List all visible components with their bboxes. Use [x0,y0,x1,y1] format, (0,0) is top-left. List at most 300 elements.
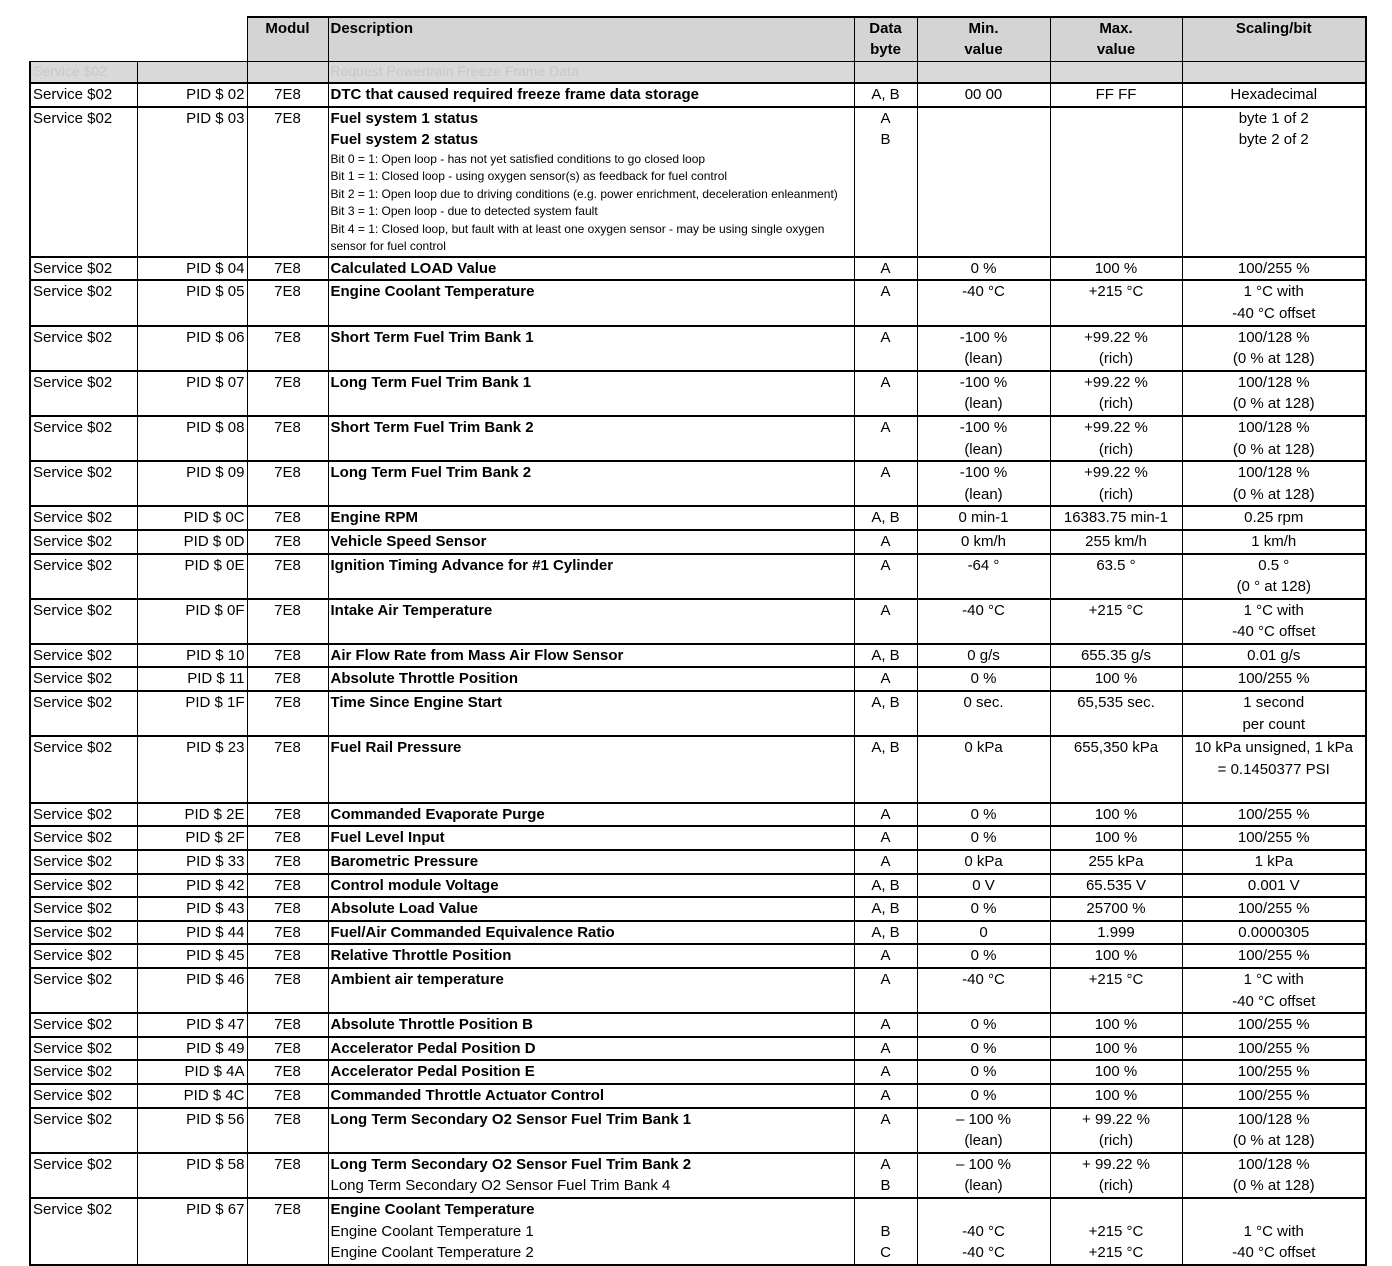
row-pid: PID $ 2E [137,803,247,827]
row-description-cell [328,326,854,371]
table-row [30,968,1366,1013]
row-description: Intake Air Temperature [330,601,493,619]
row-description-cell [328,599,854,644]
row-service: Service $02 [30,257,137,281]
header-data-byte: Data byte [854,17,917,62]
row-pid: PID $ 44 [137,921,247,945]
row-max-value: +215 °C +215 °C [1050,1198,1182,1265]
row-description: Engine Coolant Temperature [330,283,535,301]
header-min-value: Min. value [917,17,1050,62]
row-modul: 7E8 [247,968,328,1013]
service-description: Request Powertrain Freeze Frame Data [328,62,854,84]
row-data-byte: A [854,416,917,461]
row-data-byte: A [854,1060,917,1084]
row-description-cell [328,280,854,325]
row-min-value: -40 °C [917,968,1050,1013]
row-min-value: -64 ° [917,554,1050,599]
row-modul: 7E8 [247,803,328,827]
header-blank [30,17,247,62]
table-row [30,1060,1366,1084]
table-row [30,83,1366,107]
row-pid: PID $ 0C [137,506,247,530]
row-modul: 7E8 [247,554,328,599]
row-description-cell [328,691,854,736]
row-pid: PID $ 56 [137,1108,247,1153]
row-service: Service $02 [30,1037,137,1061]
row-modul: 7E8 [247,1084,328,1108]
row-service: Service $02 [30,667,137,691]
header-modul: Modul [247,17,328,62]
header-max-value: Max. value [1050,17,1182,62]
service-row [30,62,1366,84]
row-description: Ignition Timing Advance for #1 Cylinder [330,556,614,574]
row-modul: 7E8 [247,280,328,325]
row-modul: 7E8 [247,599,328,644]
row-min-value: 0 % [917,1013,1050,1037]
row-description-cell [328,944,854,968]
row-modul: 7E8 [247,461,328,506]
row-data-byte: A [854,1037,917,1061]
header-scaling: Scaling/bit [1182,17,1366,62]
row-service: Service $02 [30,599,137,644]
row-data-byte: A [854,280,917,325]
row-data-byte: A, B [854,897,917,921]
row-max-value: 63.5 ° [1050,554,1182,599]
row-max-value: 16383.75 min-1 [1050,506,1182,530]
row-service: Service $02 [30,1153,137,1198]
row-description: Air Flow Rate from Mass Air Flow Sensor [330,646,624,664]
row-description: Control module Voltage [330,876,499,894]
row-pid: PID $ 02 [137,83,247,107]
row-min-value: -100 % (lean) [917,461,1050,506]
row-service: Service $02 [30,280,137,325]
table-row [30,874,1366,898]
row-data-byte: A, B [854,736,917,803]
row-pid: PID $ 05 [137,280,247,325]
row-pid: PID $ 43 [137,897,247,921]
row-data-byte: B C [854,1198,917,1265]
row-pid: PID $ 58 [137,1153,247,1198]
row-modul: 7E8 [247,1013,328,1037]
row-data-byte: A [854,257,917,281]
row-scaling: 0.001 V [1182,874,1366,898]
row-data-byte: A, B [854,921,917,945]
row-service: Service $02 [30,371,137,416]
row-service: Service $02 [30,944,137,968]
row-scaling: 1 °C with -40 °C offset [1182,968,1366,1013]
row-description-cell [328,968,854,1013]
row-description: Long Term Secondary O2 Sensor Fuel Trim Bank 2 [330,1155,692,1173]
row-data-byte: A B [854,107,917,257]
row-modul: 7E8 [247,107,328,257]
row-service: Service $02 [30,554,137,599]
row-description: Fuel system 1 status [330,109,479,127]
row-min-value: -40 °C -40 °C [917,1198,1050,1265]
row-scaling: 0.5 ° (0 ° at 128) [1182,554,1366,599]
table-row [30,1198,1366,1265]
row-service: Service $02 [30,326,137,371]
row-modul: 7E8 [247,667,328,691]
row-max-value: + 99.22 % (rich) [1050,1153,1182,1198]
row-max-value: 65,535 sec. [1050,691,1182,736]
row-scaling: 0.25 rpm [1182,506,1366,530]
row-scaling: 100/255 % [1182,257,1366,281]
row-service: Service $02 [30,968,137,1013]
row-data-byte: A [854,461,917,506]
row-service: Service $02 [30,506,137,530]
row-min-value: -40 °C [917,599,1050,644]
row-data-byte: A, B [854,83,917,107]
row-modul: 7E8 [247,83,328,107]
row-pid: PID $ 45 [137,944,247,968]
row-description-cell [328,554,854,599]
row-service: Service $02 [30,1013,137,1037]
table-row [30,944,1366,968]
row-min-value: 0 [917,921,1050,945]
table-row [30,667,1366,691]
row-service: Service $02 [30,530,137,554]
row-modul: 7E8 [247,371,328,416]
row-pid: PID $ 10 [137,644,247,668]
row-description: Calculated LOAD Value [330,259,497,277]
row-pid: PID $ 09 [137,461,247,506]
row-modul: 7E8 [247,1108,328,1153]
table-row [30,107,1366,257]
row-service: Service $02 [30,83,137,107]
row-description: Absolute Throttle Position B [330,1016,533,1034]
row-modul: 7E8 [247,530,328,554]
row-modul: 7E8 [247,1060,328,1084]
row-scaling: 100/255 % [1182,944,1366,968]
row-modul: 7E8 [247,1198,328,1265]
row-description: Engine Coolant Temperature [330,1200,535,1218]
table-row [30,1108,1366,1153]
row-min-value: -100 % (lean) [917,371,1050,416]
row-description: Barometric Pressure [330,853,479,871]
row-scaling: 1 °C with -40 °C offset [1182,280,1366,325]
row-pid: PID $ 07 [137,371,247,416]
row-max-value: +99.22 % (rich) [1050,461,1182,506]
row-description-cell [328,897,854,921]
row-modul: 7E8 [247,416,328,461]
row-min-value: – 100 % (lean) [917,1153,1050,1198]
row-description-cell [328,826,854,850]
row-max-value: + 99.22 % (rich) [1050,1108,1182,1153]
table-row [30,1153,1366,1198]
row-description-cell [328,257,854,281]
row-data-byte: A [854,850,917,874]
row-min-value: 00 00 [917,83,1050,107]
row-scaling: 0.01 g/s [1182,644,1366,668]
row-modul: 7E8 [247,850,328,874]
row-description: Absolute Load Value [330,900,479,918]
row-description-cell [328,1013,854,1037]
row-modul: 7E8 [247,921,328,945]
row-pid: PID $ 06 [137,326,247,371]
table-row [30,257,1366,281]
row-pid: PID $ 49 [137,1037,247,1061]
row-data-byte: A [854,944,917,968]
row-pid: PID $ 4A [137,1060,247,1084]
row-scaling: Hexadecimal [1182,83,1366,107]
row-min-value: 0 km/h [917,530,1050,554]
row-service: Service $02 [30,921,137,945]
row-min-value: 0 % [917,897,1050,921]
row-max-value: 65.535 V [1050,874,1182,898]
row-scaling: 100/255 % [1182,803,1366,827]
row-scaling: 100/128 % (0 % at 128) [1182,1153,1366,1198]
row-description: Vehicle Speed Sensor [330,532,487,550]
row-scaling: 1 km/h [1182,530,1366,554]
table-row [30,416,1366,461]
table-row [30,1084,1366,1108]
row-pid: PID $ 0F [137,599,247,644]
row-scaling: 1 kPa [1182,850,1366,874]
row-service: Service $02 [30,416,137,461]
table-header [30,17,1366,62]
row-service: Service $02 [30,691,137,736]
bit-note: Bit 1 = 1: Closed loop - using oxygen sensor(s) as feedback for fuel control [330,169,728,184]
table-row [30,1037,1366,1061]
row-modul: 7E8 [247,826,328,850]
row-scaling: 100/128 % (0 % at 128) [1182,326,1366,371]
row-description-cell [328,416,854,461]
row-pid: PID $ 67 [137,1198,247,1265]
row-description-cell [328,644,854,668]
row-pid: PID $ 08 [137,416,247,461]
row-data-byte: A, B [854,691,917,736]
row-min-value: – 100 % (lean) [917,1108,1050,1153]
row-data-byte: A [854,1013,917,1037]
row-pid: PID $ 2F [137,826,247,850]
row-pid: PID $ 42 [137,874,247,898]
row-scaling: 100/128 % (0 % at 128) [1182,461,1366,506]
row-description-cell [328,530,854,554]
row-description-cell [328,506,854,530]
row-max-value: 100 % [1050,1013,1182,1037]
table-row [30,506,1366,530]
row-description: Long Term Secondary O2 Sensor Fuel Trim Bank 1 [330,1110,692,1128]
row-data-byte: A [854,599,917,644]
table-row [30,691,1366,736]
service-label: Service $02 [30,62,137,84]
row-modul: 7E8 [247,1037,328,1061]
row-description: Fuel Rail Pressure [330,739,462,757]
row-description-cell: Long Term Secondary O2 Sensor Fuel Trim Bank 2 Long Term Secondary O2 Sensor Fuel Trim Bank 4 [328,1153,854,1198]
row-max-value: +215 °C [1050,968,1182,1013]
row-data-byte: A [854,803,917,827]
row-description-cell [328,461,854,506]
table-row [30,736,1366,803]
row-description: Commanded Throttle Actuator Control [330,1086,605,1104]
table-row [30,280,1366,325]
row-modul: 7E8 [247,897,328,921]
row-max-value: 100 % [1050,1037,1182,1061]
row-modul: 7E8 [247,691,328,736]
row-service: Service $02 [30,826,137,850]
row-scaling: 0.0000305 [1182,921,1366,945]
row-data-byte: A [854,530,917,554]
row-pid: PID $ 03 [137,107,247,257]
row-max-value: 100 % [1050,1060,1182,1084]
row-modul: 7E8 [247,506,328,530]
row-max-value [1050,107,1182,257]
row-min-value: 0 % [917,1060,1050,1084]
row-data-byte: A [854,968,917,1013]
row-description: Long Term Fuel Trim Bank 2 [330,464,532,482]
row-description-cell: Fuel system 1 status Fuel system 2 status Bit 0 = 1: Open loop - has not yet satisfied conditions to go closed loop Bit 1 = 1: Closed loop - using oxygen sensor(s) as feedback for fuel control Bit 2 = 1: Open loop due to driving conditions (e.g. power enrichment, deceleration enleanment) Bit 3 = 1: Open loop - due to detected system fault Bit 4 = 1: Closed loop, but fault with at least one oxygen sensor - may be using single oxygen sensor for fuel control [328,107,854,257]
row-scaling: 100/128 % (0 % at 128) [1182,1108,1366,1153]
row-scaling: 1 °C with -40 °C offset [1182,599,1366,644]
row-max-value: +99.22 % (rich) [1050,416,1182,461]
row-service: Service $02 [30,850,137,874]
bit-note: Bit 0 = 1: Open loop - has not yet satisfied conditions to go closed loop [330,151,706,166]
row-service: Service $02 [30,1198,137,1265]
row-min-value: 0 % [917,803,1050,827]
row-max-value: 100 % [1050,944,1182,968]
row-service: Service $02 [30,461,137,506]
row-pid: PID $ 23 [137,736,247,803]
row-scaling: 100/128 % (0 % at 128) [1182,371,1366,416]
row-description-cell [328,1108,854,1153]
row-min-value: 0 % [917,257,1050,281]
row-max-value: FF FF [1050,83,1182,107]
row-modul: 7E8 [247,1153,328,1198]
row-scaling: 100/255 % [1182,1013,1366,1037]
bit-note: Bit 2 = 1: Open loop due to driving conditions (e.g. power enrichment, deceleration enleanment) [330,186,838,201]
row-max-value: 100 % [1050,1084,1182,1108]
row-description-cell [328,371,854,416]
row-modul: 7E8 [247,736,328,803]
row-max-value: +99.22 % (rich) [1050,371,1182,416]
row-description: Accelerator Pedal Position E [330,1063,535,1081]
row-description: Fuel Level Input [330,829,445,847]
row-max-value: +215 °C [1050,280,1182,325]
table-row [30,326,1366,371]
row-service: Service $02 [30,736,137,803]
row-data-byte: A B [854,1153,917,1198]
row-description-cell [328,874,854,898]
row-description: Relative Throttle Position [330,947,512,965]
row-description: Ambient air temperature [330,971,504,988]
row-min-value: 0 sec. [917,691,1050,736]
row-max-value: 100 % [1050,803,1182,827]
row-service: Service $02 [30,1060,137,1084]
row-max-value: 255 kPa [1050,850,1182,874]
row-service: Service $02 [30,897,137,921]
row-min-value: 0 % [917,1084,1050,1108]
row-service: Service $02 [30,803,137,827]
row-modul: 7E8 [247,326,328,371]
pid-table [29,16,1367,1266]
row-min-value: 0 V [917,874,1050,898]
row-scaling: byte 1 of 2 byte 2 of 2 [1182,107,1366,257]
row-min-value: -40 °C [917,280,1050,325]
row-pid: PID $ 0E [137,554,247,599]
row-max-value: 655,350 kPa [1050,736,1182,803]
row-description-cell [328,1037,854,1061]
row-data-byte: A, B [854,644,917,668]
row-pid: PID $ 46 [137,968,247,1013]
row-pid: PID $ 4C [137,1084,247,1108]
row-description-cell [328,803,854,827]
row-min-value: 0 kPa [917,736,1050,803]
row-description-cell [328,83,854,107]
table-row [30,371,1366,416]
row-pid: PID $ 04 [137,257,247,281]
row-description-cell: Engine Coolant Temperature Engine Coolant Temperature 1 Engine Coolant Temperature 2 [328,1198,854,1265]
row-min-value: 0 % [917,944,1050,968]
table-row [30,850,1366,874]
table-row [30,803,1366,827]
row-min-value: 0 g/s [917,644,1050,668]
bit-note: Bit 3 = 1: Open loop - due to detected system fault [330,204,598,219]
row-data-byte: A [854,371,917,416]
table-row [30,461,1366,506]
row-scaling: 100/255 % [1182,1060,1366,1084]
row-min-value: 0 % [917,1037,1050,1061]
table-row [30,644,1366,668]
row-modul: 7E8 [247,257,328,281]
row-data-byte: A [854,1108,917,1153]
row-data-byte: A, B [854,506,917,530]
row-scaling: 1 °C with -40 °C offset [1182,1198,1366,1265]
row-pid: PID $ 11 [137,667,247,691]
row-max-value: 1.999 [1050,921,1182,945]
row-min-value: 0 % [917,667,1050,691]
row-description-cell [328,850,854,874]
row-service: Service $02 [30,107,137,257]
row-max-value: 100 % [1050,667,1182,691]
row-modul: 7E8 [247,944,328,968]
row-data-byte: A, B [854,874,917,898]
row-description: Absolute Throttle Position [330,670,518,688]
row-service: Service $02 [30,874,137,898]
row-description: Time Since Engine Start [330,694,502,712]
header-description: Description [328,17,854,62]
table-row [30,921,1366,945]
row-service: Service $02 [30,1084,137,1108]
row-description: Short Term Fuel Trim Bank 2 [330,418,534,436]
row-min-value: 0 min-1 [917,506,1050,530]
row-min-value: -100 % (lean) [917,416,1050,461]
row-max-value: 25700 % [1050,897,1182,921]
row-data-byte: A [854,1084,917,1108]
row-description-cell [328,1084,854,1108]
row-max-value: +99.22 % (rich) [1050,326,1182,371]
row-data-byte: A [854,326,917,371]
row-service: Service $02 [30,644,137,668]
row-description: Fuel/Air Commanded Equivalence Ratio [330,923,615,941]
row-description: Commanded Evaporate Purge [330,805,545,823]
table-row [30,530,1366,554]
table-row [30,826,1366,850]
row-scaling: 100/255 % [1182,1084,1366,1108]
row-min-value: 0 kPa [917,850,1050,874]
row-description: Engine RPM [330,509,419,527]
row-pid: PID $ 33 [137,850,247,874]
row-max-value: 655.35 g/s [1050,644,1182,668]
row-description-cell [328,1060,854,1084]
row-max-value: +215 °C [1050,599,1182,644]
row-description-cell [328,736,854,803]
table-row [30,1013,1366,1037]
row-pid: PID $ 1F [137,691,247,736]
row-description: Accelerator Pedal Position D [330,1039,536,1057]
row-max-value: 255 km/h [1050,530,1182,554]
row-min-value: 0 % [917,826,1050,850]
row-scaling: 100/255 % [1182,897,1366,921]
